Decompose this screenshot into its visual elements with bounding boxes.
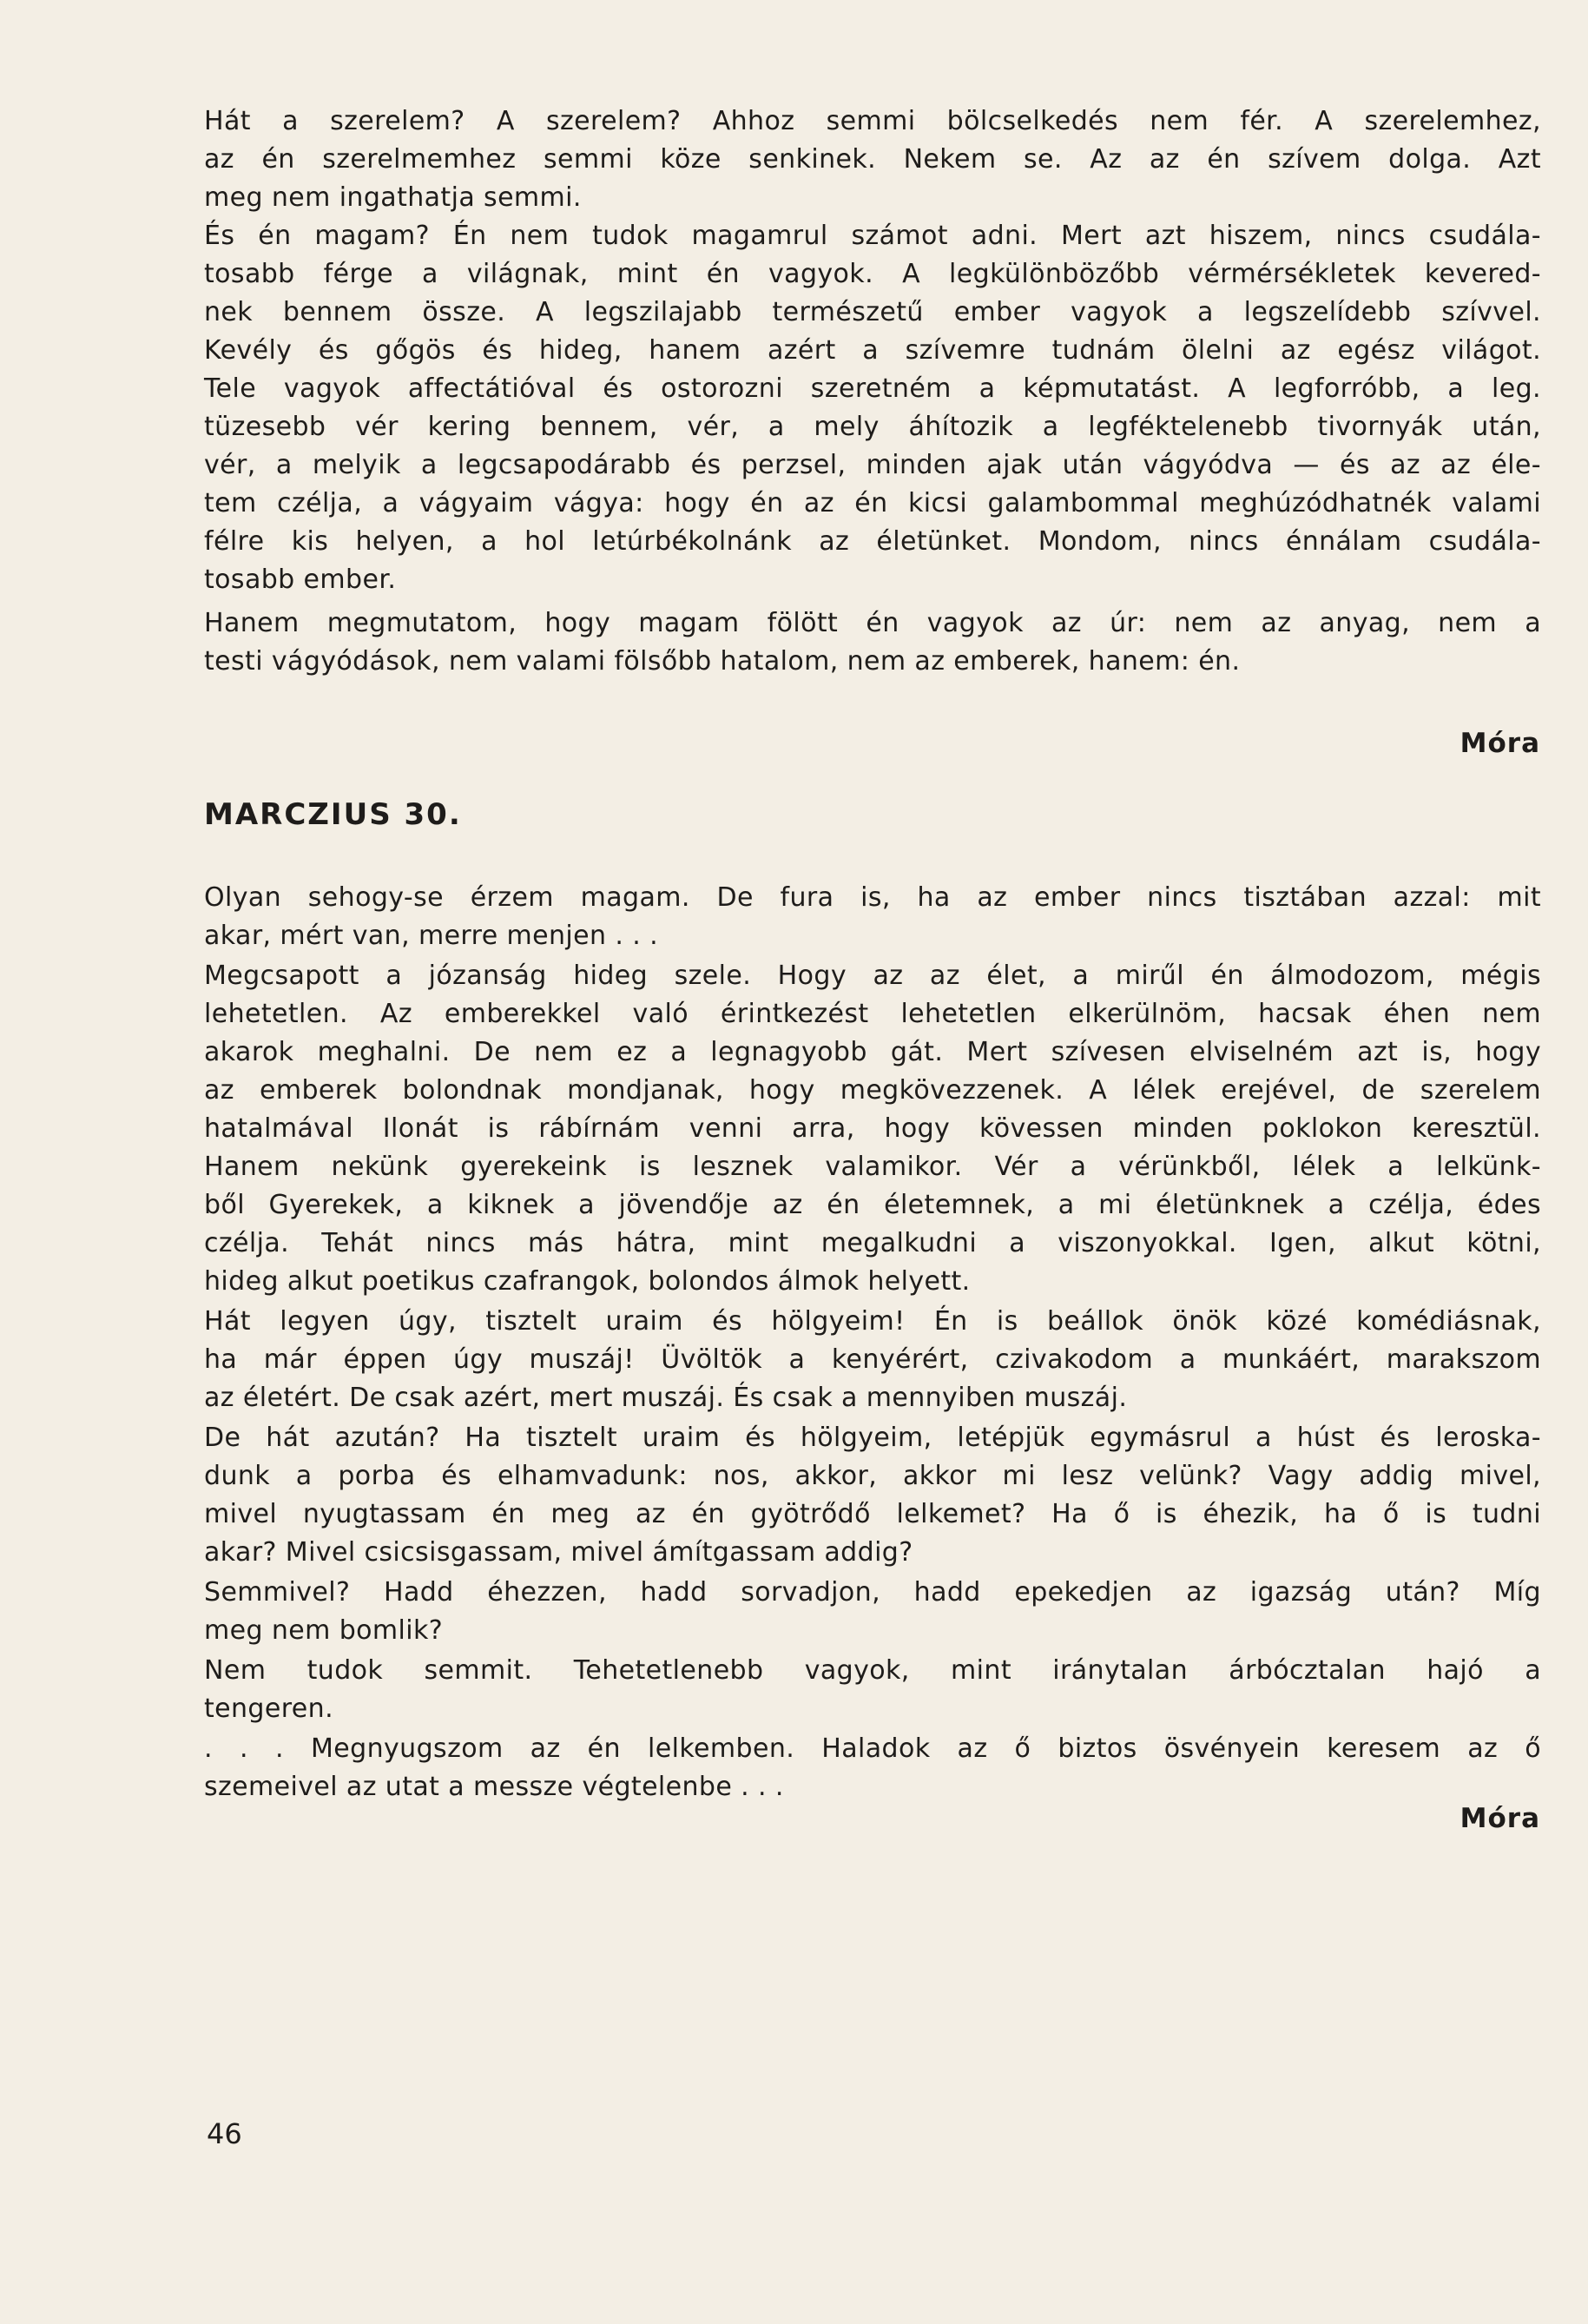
text-line: tüzesebb vér kering bennem, vér, a mely áhítozik a legféktelenebb tivornyák után, [204, 412, 1541, 442]
text-line: Hanem nekünk gyerekeink is lesznek valamikor. Vér a vérünkből, lélek a lelkünk- [204, 1152, 1541, 1182]
text-line: Semmivel? Hadd éhezzen, hadd sorvadjon, hadd epekedjen az igazság után? Míg [204, 1577, 1541, 1608]
text-line: meg nem ingathatja semmi. [204, 182, 582, 213]
text-line: tem czélja, a vágyaim vágya: hogy én az én kicsi galambommal meghúzódhatnék valami [204, 488, 1541, 518]
text-line: De hát azután? Ha tisztelt uraim és hölgyeim, letépjük egymásrul a húst és leroska- [204, 1423, 1541, 1453]
text-line: Hát legyen úgy, tisztelt uraim és hölgyeim! Én is beállok önök közé komédiásnak, [204, 1306, 1541, 1337]
text-line: lehetetlen. Az emberekkel való érintkezést lehetetlen elkerülnöm, hacsak éhen nem [204, 999, 1541, 1029]
text-line: Kevély és gőgös és hideg, hanem azért a szívemre tudnám ölelni az egész világot. [204, 335, 1541, 366]
text-line: Tele vagyok affectátióval és ostorozni szeretném a képmutatást. A legforróbb, a leg. [204, 373, 1541, 404]
text-line: akar? Mivel csicsisgassam, mivel ámítgassam addig? [204, 1537, 913, 1568]
signature: Móra [1460, 728, 1540, 759]
text-line: Olyan sehogy-se érzem magam. De fura is, ha az ember nincs tisztában azzal: mit [204, 882, 1541, 913]
signature: Móra [1460, 1803, 1540, 1834]
text-line: czélja. Tehát nincs más hátra, mint megalkudni a viszonyokkal. Igen, alkut kötni, [204, 1228, 1541, 1258]
text-line: vér, a melyik a legcsapodárabb és perzsel, minden ajak után vágyódva — és az az éle- [204, 450, 1541, 480]
text-line: szemeivel az utat a messze végtelenbe . . . [204, 1772, 784, 1802]
text-line: hideg alkut poetikus czafrangok, bolondos álmok helyett. [204, 1266, 971, 1297]
text-line: az emberek bolondnak mondjanak, hogy megkövezzenek. A lélek erejével, de szerelem [204, 1075, 1541, 1106]
text-line: testi vágyódások, nem valami fölsőbb hatalom, nem az emberek, hanem: én. [204, 646, 1241, 677]
text-line: Megcsapott a józanság hideg szele. Hogy az az élet, a mirűl én álmodozom, mégis [204, 961, 1541, 991]
text-line: tengeren. [204, 1693, 334, 1724]
text-line: hatalmával Ilonát is rábírnám venni arra, hogy kövessen minden poklokon keresztül. [204, 1113, 1541, 1144]
text-line: Hát a szerelem? A szerelem? Ahhoz semmi bölcselkedés nem fér. A szerelemhez, [204, 106, 1541, 136]
text-line: mivel nyugtassam én meg az én gyötrődő lelkemet? Ha ő is éhezik, ha ő is tudni [204, 1499, 1541, 1529]
text-line: dunk a porba és elhamvadunk: nos, akkor, akkor mi lesz velünk? Vagy addig mivel, [204, 1461, 1541, 1491]
text-line: az életért. De csak azért, mert muszáj. És csak a mennyiben muszáj. [204, 1383, 1128, 1413]
date-heading: MARCZIUS 30. [204, 797, 462, 832]
text-line: tosabb férge a világnak, mint én vagyok. A legkülönbözőbb vérmérsékletek kevered- [204, 259, 1541, 289]
text-line: tosabb ember. [204, 564, 397, 595]
text-line: az én szerelmemhez semmi köze senkinek. Nekem se. Az az én szívem dolga. Azt [204, 144, 1541, 175]
text-line: akar, mért van, merre menjen . . . [204, 921, 659, 951]
page-number: 46 [207, 2117, 242, 2150]
text-line: meg nem bomlik? [204, 1615, 444, 1646]
text-line: ből Gyerekek, a kiknek a jövendője az én életemnek, a mi életünknek a czélja, édes [204, 1190, 1541, 1220]
text-line: És én magam? Én nem tudok magamrul számot adni. Mert azt hiszem, nincs csudála- [204, 221, 1541, 251]
text-line: nek bennem össze. A legszilajabb természetű ember vagyok a legszelídebb szívvel. [204, 297, 1541, 327]
text-line: ha már éppen úgy muszáj! Üvöltök a kenyérért, czivakodom a munkáért, marakszom [204, 1344, 1541, 1375]
text-line: . . . Megnyugszom az én lelkemben. Haladok az ő biztos ösvényein keresem az ő [204, 1733, 1541, 1764]
text-line: akarok meghalni. De nem ez a legnagyobb gát. Mert szívesen elviselném azt is, hogy [204, 1037, 1541, 1067]
text-line: félre kis helyen, a hol letúrbékolnánk az életünket. Mondom, nincs énnálam csudála- [204, 526, 1541, 557]
text-line: Nem tudok semmit. Tehetetlenebb vagyok, mint iránytalan árbócztalan hajó a [204, 1655, 1541, 1686]
text-line: Hanem megmutatom, hogy magam fölött én vagyok az úr: nem az anyag, nem a [204, 608, 1541, 638]
